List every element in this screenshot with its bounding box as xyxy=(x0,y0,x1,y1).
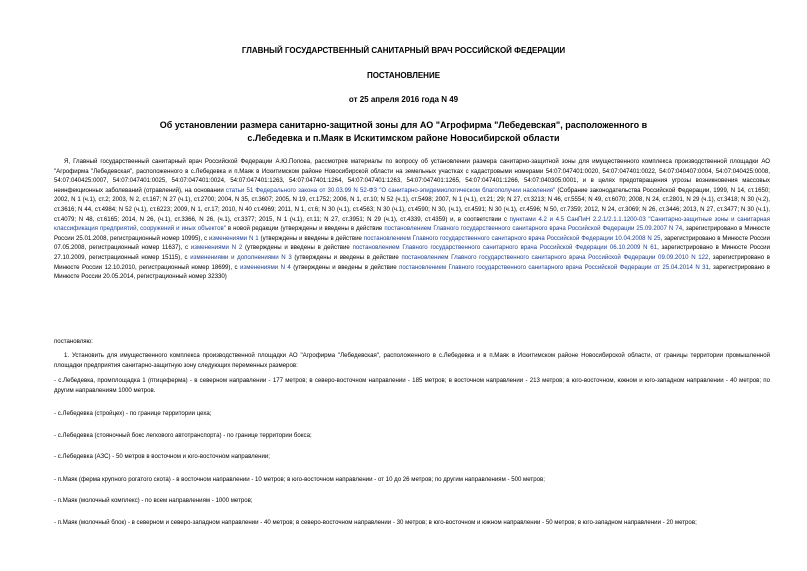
list-item: - п.Маяк (молочный блок) - в северном и северо-западном направлении - 40 метров; в северо-восточном направлении - 30 метров; в юго-восточном и южном направлении - 50 метров; в юго-западном направлении - 20 метров; xyxy=(54,519,697,526)
preamble-text: (утверждены и введены в действие xyxy=(290,263,400,271)
list-item: - п.Маяк (ферма крупного рогатого скота) - в восточном направлении - 10 метров; в юго-восточном направлении - от 10 до 26 метров; по другим направлениям - 500 метров; xyxy=(54,476,545,483)
amendment-link[interactable]: изменениями N 4 xyxy=(240,263,291,271)
preamble-text: , зарегистрировано в Минюсте России 20.05.2014, регистрационный номер 32330) xyxy=(54,263,770,281)
preamble-text: в новой редакции (утверждены и введены в действие xyxy=(225,225,385,233)
preamble-text: (утверждены и введены в действие xyxy=(291,253,402,261)
preamble-text: Я, Главный государственный санитарный врач Российской Федерации А.Ю.Попова, рассмотрев материалы по вопросу об установлении размера санитарно-защитной зоны для имущественного комплекса производственной площадки АО "Агрофирма "Лебедевская", расположенного в с.Лебедевка и п.Маяк в Искитимском районе Новосибирской области на земельных участках с кадастровыми номерами 54:07:047401:0020, 54:07:047401:0022, 54:07:040407:0004, 54:07:040425:0008, 54:07:040425:0007, 54:07:047401:0025, 54:07:047401:0024, 54:07:047401:1263, 54:07:047401:1264, 54:07:047401:1263, 54:07:047401:1265, 54:07:047401:1266, 54:07:040305:0001, и в целях предотвращения угрозы возникновения массовых неинфекционных заболеваний (отравлений), на основании xyxy=(54,158,770,194)
amendment-link[interactable]: изменениями N 2 xyxy=(190,244,243,252)
amendment-link[interactable]: изменениями и дополнениями N 3 xyxy=(190,253,292,261)
preamble-text: , зарегистрировано в Минюсте России 27.10.2009, регистрационный номер 15115), с xyxy=(54,244,770,261)
sanpin-link[interactable]: пунктами 4.2 и 4.5 СанПиН 2.2.1/2.1.1.1200-03 "Санитарно-защитные зоны и санитарная классификация предприятий, сооружений и иных объектов" xyxy=(54,215,770,233)
clause-1: 1. Установить для имущественного комплекса производственной площадки АО "Агрофирма "Лебедевская", расположенного в с.Лебедевка и в п.Маяк в Искитимском районе Новосибирской области, от границы территории промышленной площадки предприятия санитарно-защитную зону следующих переменных размеров: xyxy=(54,352,770,369)
preamble xyxy=(54,157,770,282)
preamble-text: , зарегистрировано в Минюсте России 12.10.2010, регистрационный номер 18699), с xyxy=(54,253,770,271)
preamble-text: (утверждены и введены в действие xyxy=(258,234,364,242)
amendment-link[interactable]: изменениями N 1 xyxy=(208,234,259,242)
resolution-link[interactable]: постановлением Главного государственного санитарного врача Российской Федерации 10.04.2008 N 25 xyxy=(363,234,661,242)
resolution-link[interactable]: постановлением Главного государственного санитарного врача Российской Федерации 25.09.2007 N 74 xyxy=(384,225,683,233)
issuing-authority: ГЛАВНЫЙ ГОСУДАРСТВЕННЫЙ САНИТАРНЫЙ ВРАЧ РОССИЙСКОЙ ФЕДЕРАЦИИ xyxy=(241,46,566,55)
list-item: - с.Лебедевка, промплощадка 1 (птицеферма) - в северном направлении - 177 метров; в северо-восточном направлении - 185 метров; в восточном направлении - 213 метров; в юго-восточном, южном и юго-западном направлении - 40 метров; по другим направлениям 1000 метров. xyxy=(54,377,770,394)
list-item: - с.Лебедевка (АЗС) - 50 метров в восточном и юго-восточном направлении; xyxy=(54,453,270,460)
list-item: - с.Лебедевка (стройцех) - по границе территории цеха; xyxy=(54,410,212,417)
preamble-text: , зарегистрировано в Минюсте России 07.05.2008, регистрационный номер 11637), с xyxy=(54,234,770,252)
law-link[interactable]: статьи 51 Федерального закона от 30.03.99 N 52-ФЗ "О санитарно-эпидемиологическом благополучии населения" xyxy=(225,186,556,194)
preamble-text: (Собрание законодательства Российской Федерации, 1999, N 14, ст.1650; 2002, N 1 (ч.1), ст.2; 2003, N 2, ст.167; N 27 (ч.1), ст.2700; 2004, N 35, ст.3607; 2005, N 19, ст.1752; 2006, N 1, ст.10; N 52 (ч.1), ст.5498; 2007, N 1 (ч.1), ст.21; 29; N 27, ст.3213; N 46, ст.5554; N 49, ст.6070; 2008, N 24, ст.2801, N 29 (ч.1), ст.3418; N 30 (ч.2), ст.3616; N 44, ст.4984; N 52 (ч.1), ст.6223; 2009, N 1, ст.17; 2010, N 40 ст.4969; 2011, N 1, ст.6; N 30 (ч.1), ст.4563; N 30 (ч.1), ст.4590; N 30, (ч.1), ст.4591; N 30 (ч.1), ст.4596; N 50, ст.7359; 2012, N 24, ст.3069; N 26, ст.3446; 2013, N 27, ст.3477; N 30 (ч.1), ст.4079; N 48, ст.6165; 2014, N 26, (ч.1), ст.3366, N 26, (ч.1), ст.3377; 2015, N 1 (ч.1), ст.11; N 27, ст.3951; N 29 (ч.1), ст.4339, ст.4359) и, в соответствии с xyxy=(54,186,770,223)
document-type: ПОСТАНОВЛЕНИЕ xyxy=(366,71,441,80)
list-item: - с.Лебедевка (стояночный бокс легкового автотранспорта) - по границе территории бокса; xyxy=(54,432,312,439)
list-item: - п.Маяк (молочный комплекс) - по всем направлениям - 1000 метров; xyxy=(54,497,253,504)
resolution-link[interactable]: постановлением Главного государственного санитарного врача Российской Федерации 06.10.2009 N 61 xyxy=(352,244,658,252)
preamble-text: (утверждены и введены в действие xyxy=(242,244,353,252)
document-title: Об установлении размера санитарно-защитной зоны для АО "Агрофирма "Лебедевская", расположенного в с.Лебедевка и п.Маяк в Искитимском районе Новосибирской области xyxy=(159,120,648,143)
resolution-link[interactable]: постановлением Главного государственного санитарного врача Российской Федерации от 25.04.2014 N 31 xyxy=(399,263,709,271)
resolution-link[interactable]: постановлением Главного государственного санитарного врача Российской Федерации 09.09.2010 N 122 xyxy=(401,253,709,261)
document-date-number: от 25 апреля 2016 года N 49 xyxy=(348,95,459,104)
preamble-text: , зарегистрировано в Минюсте России 25.01.2008, регистрационный номер 10995), с xyxy=(54,225,770,242)
resolves-label: постановляю: xyxy=(54,338,93,345)
